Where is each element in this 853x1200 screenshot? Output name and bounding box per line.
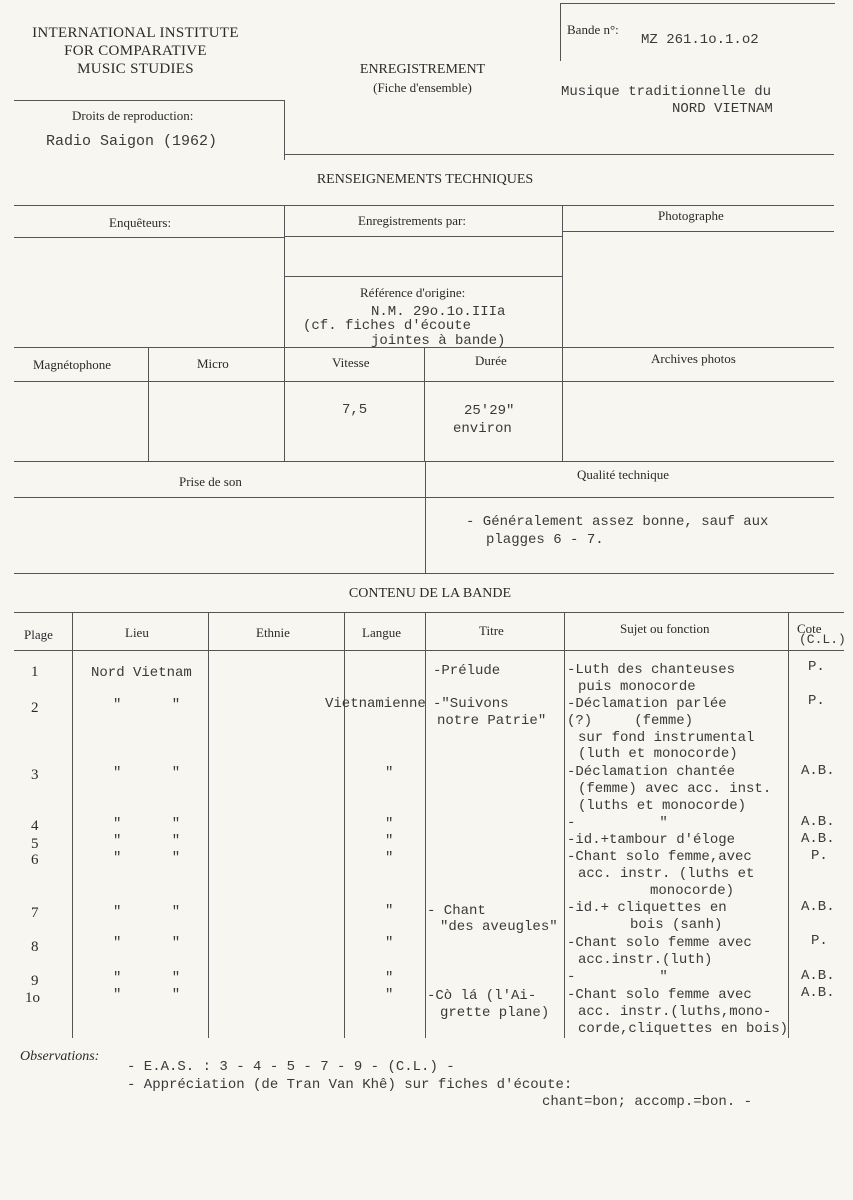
magnetophone-label: Magnétophone — [33, 357, 111, 372]
rule — [14, 650, 844, 651]
sujet-cell: monocorde) — [650, 883, 735, 899]
lieu-cell: " " — [113, 987, 181, 1003]
rule — [284, 205, 285, 461]
institute-line: MUSIC STUDIES — [77, 61, 194, 77]
sujet-cell: -Chant solo femme avec — [567, 987, 752, 1003]
institute-name — [8, 24, 263, 78]
column-header-ethnie: Ethnie — [256, 625, 290, 640]
plage-number: 1 — [31, 664, 39, 680]
observations-line: - Appréciation (de Tran Van Khê) sur fiches d'écoute: — [127, 1077, 573, 1093]
rule — [344, 612, 345, 1038]
cote-cell: A.B. — [801, 814, 835, 830]
qualite-technique-label: Qualité technique — [577, 467, 670, 482]
qualite-value: plagges 6 - 7. — [486, 532, 604, 548]
langue-cell: " — [385, 850, 394, 866]
sujet-cell: - " — [567, 815, 668, 831]
rule — [562, 205, 563, 461]
bande-value: MZ 261.1o.1.o2 — [641, 32, 759, 48]
rule — [14, 497, 834, 498]
sujet-cell: acc.instr.(luth) — [578, 952, 713, 968]
reference-label: Référence d'origine: — [360, 285, 466, 300]
rule — [284, 276, 562, 277]
sujet-cell: (luths et monocorde) — [578, 798, 747, 814]
plage-number: 5 — [31, 836, 39, 852]
sujet-cell: acc. instr.(luths,mono- — [578, 1004, 772, 1020]
rule — [14, 381, 834, 382]
rule — [425, 612, 426, 1038]
titre-cell: -Cò lá (l'Ai- — [427, 988, 537, 1004]
rule — [14, 237, 284, 238]
column-header-lieu: Lieu — [125, 625, 149, 640]
cote-cell: P. — [811, 933, 828, 949]
prise-de-son-label: Prise de son — [179, 474, 242, 489]
sujet-cell: -Déclamation parlée — [567, 696, 727, 712]
reference-value: N.M. 29o.1o.IIIa — [371, 304, 506, 320]
sujet-cell: sur fond instrumental — [578, 730, 755, 746]
rule — [284, 154, 834, 155]
rule — [564, 612, 565, 1038]
rule — [14, 612, 844, 613]
cote-cell: A.B. — [801, 899, 835, 915]
enregistrement-subtitle: (Fiche d'ensemble) — [373, 80, 472, 95]
reference-value: jointes à bande) — [371, 333, 506, 349]
rule — [788, 612, 789, 1038]
rule — [560, 3, 835, 4]
cote-cell: A.B. — [801, 763, 835, 779]
music-title-line: Musique traditionnelle du — [561, 84, 772, 100]
cote-cell: A.B. — [801, 985, 835, 1001]
rule — [14, 573, 834, 574]
langue-cell: " — [385, 935, 394, 951]
sujet-cell: - " — [567, 969, 668, 985]
cote-cell: P. — [808, 659, 825, 675]
cote-cell: P. — [808, 693, 825, 709]
micro-label: Micro — [197, 356, 229, 371]
lieu-cell: " " — [113, 850, 181, 866]
cote-cell: A.B. — [801, 831, 835, 847]
plage-number: 9 — [31, 973, 39, 989]
vitesse-label: Vitesse — [332, 355, 370, 370]
lieu-cell: Nord Vietnam — [91, 665, 192, 681]
lieu-cell: " " — [113, 697, 181, 713]
langue-cell: " — [385, 987, 394, 1003]
titre-cell: -"Suivons — [433, 696, 509, 712]
titre-cell: - Chant — [427, 903, 486, 919]
music-title-line: NORD VIETNAM — [672, 101, 773, 117]
section-title-contenu: CONTENU DE LA BANDE — [348, 586, 512, 601]
cote-cell: A.B. — [801, 968, 835, 984]
plage-number: 1o — [25, 990, 40, 1006]
sujet-cell: (luth et monocorde) — [578, 746, 738, 762]
sujet-cell: corde,cliquettes en bois) — [578, 1021, 789, 1037]
reference-value: (cf. fiches d'écoute — [303, 318, 472, 334]
institute-line: INTERNATIONAL INSTITUTE — [32, 25, 239, 41]
rule — [14, 100, 284, 101]
institute-line: FOR COMPARATIVE — [64, 43, 207, 59]
rule — [148, 347, 149, 461]
rule — [560, 3, 561, 61]
titre-cell: "des aveugles" — [440, 919, 558, 935]
duree-label: Durée — [475, 353, 507, 368]
sujet-cell: -id.+tambour d'éloge — [567, 832, 736, 848]
lieu-cell: " " — [113, 970, 181, 986]
plage-number: 7 — [31, 905, 39, 921]
titre-cell: grette plane) — [440, 1005, 550, 1021]
rule — [284, 236, 562, 237]
langue-cell: " — [385, 970, 394, 986]
column-header-cote-sub: (C.L.) — [799, 632, 846, 647]
sujet-cell: (?) (femme) — [567, 713, 694, 729]
sujet-cell: bois (sanh) — [630, 917, 723, 933]
enregistrements-label: Enregistrements par: — [358, 213, 466, 228]
plage-number: 8 — [31, 939, 39, 955]
rule — [14, 461, 834, 462]
plage-number: 6 — [31, 852, 39, 868]
duree-value: 25'29" — [464, 403, 515, 419]
section-title-tech: RENSEIGNEMENTS TECHNIQUES — [316, 172, 534, 187]
sujet-cell: -Luth des chanteuses — [567, 662, 736, 678]
titre-cell: notre Patrie" — [437, 713, 547, 729]
column-header-titre: Titre — [479, 623, 504, 638]
sujet-cell: acc. instr. (luths et — [578, 866, 755, 882]
column-header-cote: Cote — [797, 621, 822, 636]
observations-line: chant=bon; accomp.=bon. - — [542, 1094, 753, 1110]
sujet-cell: -Chant solo femme,avec — [567, 849, 752, 865]
rule — [72, 612, 73, 1038]
rule — [208, 612, 209, 1038]
rule — [14, 205, 834, 206]
vitesse-value: 7,5 — [342, 402, 368, 418]
plage-number: 2 — [31, 700, 39, 716]
langue-cell: " — [385, 903, 394, 919]
langue-cell: " — [385, 765, 394, 781]
sujet-cell: -Déclamation chantée — [567, 764, 736, 780]
langue-cell: Vietnamienne — [325, 696, 426, 712]
sujet-cell: puis monocorde — [578, 679, 696, 695]
observations-line: - E.A.S. : 3 - 4 - 5 - 7 - 9 - (C.L.) - — [127, 1059, 455, 1075]
column-header-sujet: Sujet ou fonction — [620, 621, 710, 636]
rule — [425, 461, 426, 573]
lieu-cell: " " — [113, 833, 181, 849]
sujet-cell: -Chant solo femme avec — [567, 935, 752, 951]
lieu-cell: " " — [113, 816, 181, 832]
cote-cell: P. — [811, 848, 828, 864]
langue-cell: " — [385, 816, 394, 832]
column-header-langue: Langue — [362, 625, 401, 640]
droits-label: Droits de reproduction: — [72, 108, 194, 123]
droits-value: Radio Saigon (1962) — [46, 133, 218, 150]
column-header-plage: Plage — [24, 627, 53, 642]
enqueteurs-label: Enquêteurs: — [109, 215, 172, 230]
qualite-value: - Généralement assez bonne, sauf aux — [466, 514, 769, 530]
plage-number: 3 — [31, 767, 39, 783]
lieu-cell: " " — [113, 904, 181, 920]
observations-label: Observations: — [20, 1049, 100, 1064]
titre-cell: -Prélude — [433, 663, 501, 679]
lieu-cell: " " — [113, 765, 181, 781]
bande-label: Bande n°: — [567, 22, 619, 37]
duree-value: environ — [453, 421, 512, 437]
sujet-cell: -id.+ cliquettes en — [567, 900, 727, 916]
photographe-label: Photographe — [658, 208, 724, 223]
rule — [424, 347, 425, 461]
sujet-cell: (femme) avec acc. inst. — [578, 781, 772, 797]
rule — [284, 100, 285, 160]
rule — [562, 231, 834, 232]
enregistrement-title: ENREGISTREMENT — [359, 62, 486, 77]
lieu-cell: " " — [113, 935, 181, 951]
archives-photos-label: Archives photos — [651, 351, 736, 366]
langue-cell: " — [385, 833, 394, 849]
plage-number: 4 — [31, 818, 39, 834]
